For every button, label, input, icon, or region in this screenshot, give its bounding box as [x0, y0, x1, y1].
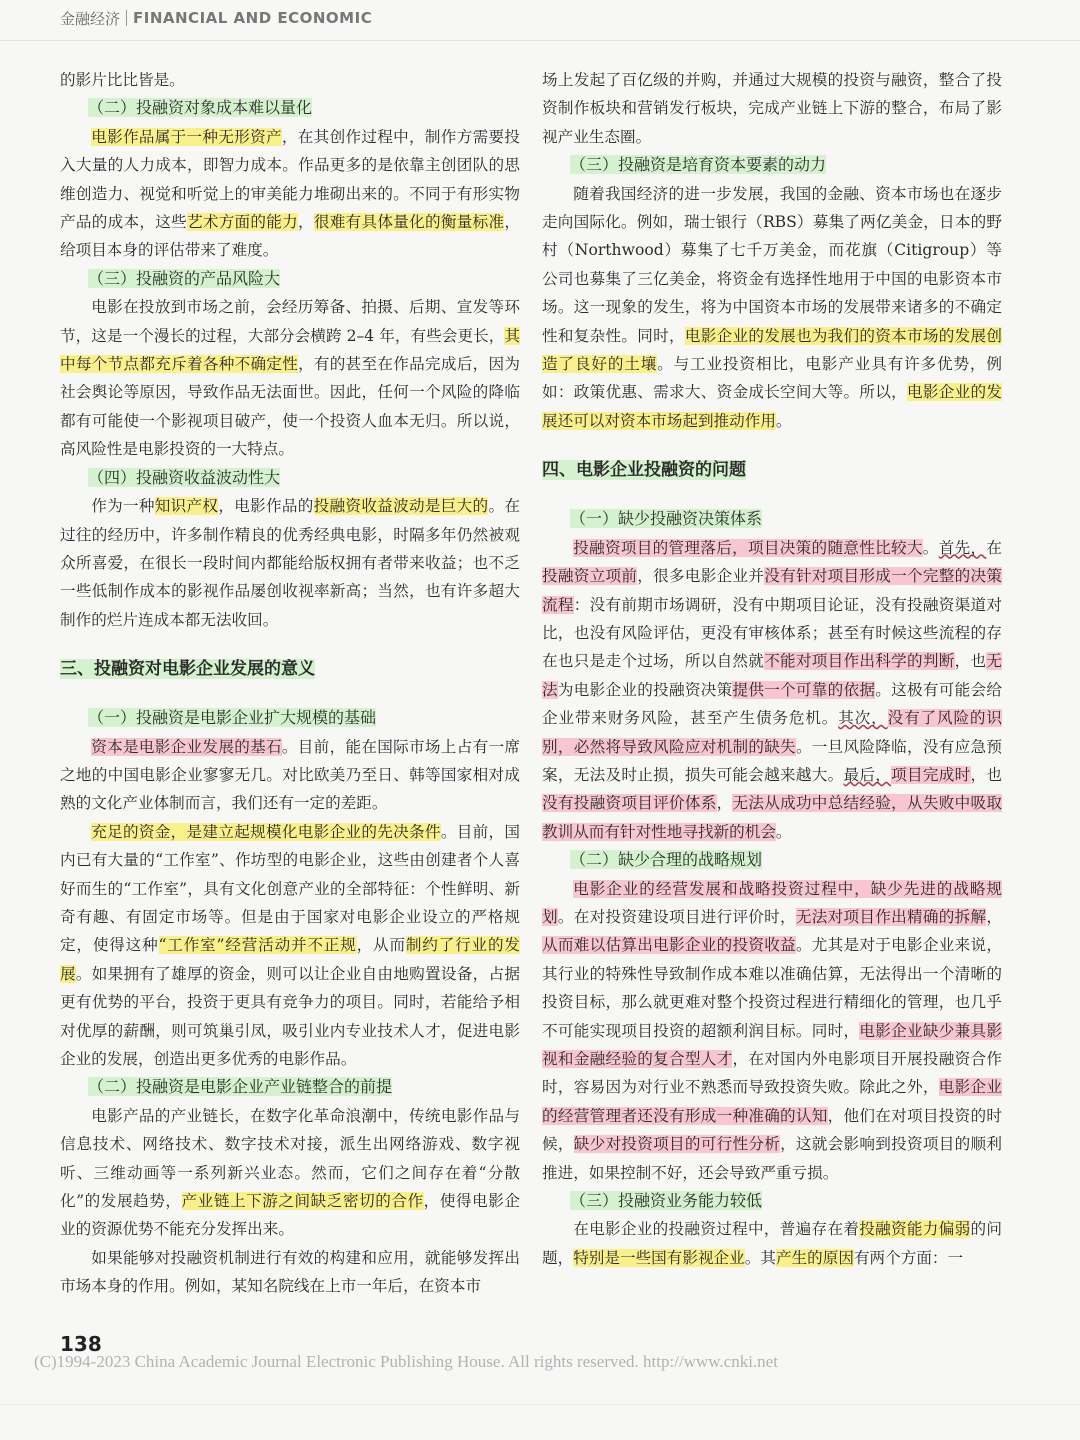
text-run: 。	[775, 411, 792, 430]
text-run: 。这极有可能会给企业带来财务风险，甚至产生债务危机。	[542, 680, 1002, 728]
underlined-text: 最后，	[843, 765, 892, 784]
heading-highlight: 三、投融资对电影企业发展的意义	[60, 659, 315, 680]
journal-name-cn: 金融经济	[60, 9, 121, 28]
right-column	[542, 66, 1002, 1318]
heading-highlight: （二）投融资是电影企业产业链整合的前提	[88, 1077, 393, 1097]
text-run: 。在对投资建设项目进行评价时，	[557, 907, 796, 926]
text-run: 。在过往的经历中，许多制作精良的优秀经典电影，时隔多年仍然被观众所喜爱，在很长一段时间内都能给版权拥有者带来收益；也不乏一些低制作成本的影视作品屡创收视率新高；当然，也有许多超大制作的烂片连成本都无法收回。	[60, 497, 520, 629]
paragraph: 场上发起了百亿级的并购，并通过大规模的投资与融资，整合了投资制作板块和营销发行板块，完成产业链上下游的整合，布局了影视产业生态圈。	[542, 71, 1002, 146]
text-run: 作为一种	[91, 497, 155, 516]
highlight: 电影企业缺少兼具影视和金融经验的复合型人才	[542, 1021, 1002, 1068]
paragraph	[542, 180, 1002, 436]
text-run: ，很多电影企业并	[637, 567, 765, 586]
paragraph	[60, 293, 520, 463]
subsection-heading	[88, 1073, 520, 1101]
highlight: 电影企业的经营管理者还没有形成一种准确的认知	[542, 1078, 1002, 1125]
subsection-heading	[88, 464, 520, 492]
highlight: 产业链上下游之间缺乏密切的合作	[181, 1192, 424, 1211]
paragraph	[542, 875, 1002, 1187]
highlight: 无法对项目作出精确的拆解	[795, 907, 987, 926]
running-header	[60, 6, 1080, 30]
subsection-heading	[570, 151, 1002, 179]
highlight: 电影企业的发展还可以对资本市场起到推动作用	[542, 383, 1002, 430]
highlight: 无法	[542, 652, 1002, 699]
paragraph	[60, 492, 520, 634]
journal-name-en: FINANCIAL AND ECONOMIC	[133, 9, 373, 27]
text-run: 。目前，国内已有大量的“工作室”、作坊型的电影企业，这些由创建者个人喜好而生的“工作室”，具有文化创意产业的全部特征：个性鲜明、新奇有趣、有固定市场等。但是由于国家对电影企业设立的严格规定，使得这种	[60, 822, 520, 955]
heading-highlight: （三）投融资是培育资本要素的动力	[570, 155, 827, 175]
heading-highlight: 四、电影企业投融资的问题	[542, 460, 746, 481]
highlight: 缺少对投资项目的可行性分析	[573, 1135, 781, 1154]
text-run: 的问题，	[542, 1220, 1002, 1267]
text-run: ，也	[954, 652, 987, 671]
heading-highlight: （三）投融资业务能力较低	[570, 1191, 763, 1211]
highlight: 投融资立项前	[542, 567, 638, 586]
text-run: 。一旦风险降临，没有应急预案，无法及时止损，损失可能会越来越大。	[542, 737, 1002, 784]
header-divider	[126, 10, 127, 26]
highlight: 项目完成时	[891, 765, 971, 784]
highlight: 投融资收益波动是巨大的	[313, 497, 489, 516]
subsection-heading	[88, 704, 520, 732]
text-run: ，	[986, 907, 1002, 926]
text-run: 。	[775, 822, 792, 841]
subsection-heading	[570, 1187, 1002, 1215]
subsection-heading	[88, 265, 520, 293]
highlight: 投融资能力偏弱	[859, 1220, 971, 1239]
text-run: 有两个方面：一	[853, 1248, 964, 1267]
text-run: ，他们在对项目投资的时候，	[542, 1106, 1002, 1154]
paragraph: 的影片比比皆是。	[60, 71, 185, 89]
highlight: 产生的原因	[775, 1248, 854, 1267]
text-run: ：没有前期市场调研，没有中期项目论证，没有投融资渠道对比，也没有风险评估，更没有审核体系；甚至有时候这些流程的存在也只是走个过场，所以自然就	[542, 595, 1002, 671]
highlight: 无法从成功中总结经验，从失败中吸取教训从而有针对性地寻找新的机会	[542, 794, 1002, 841]
left-column	[60, 66, 520, 1318]
text-run: ，这就会影响到投资项目的顺利推进，如果控制不好，还会导致严重亏损。	[542, 1135, 1002, 1182]
text-run: 在	[986, 538, 1002, 557]
text-run: ，	[716, 794, 733, 813]
text-run: ，使得电影企业的资源优势不能充分发挥出来。	[60, 1192, 520, 1239]
text-run: ，在其创作过程中，制作方需要投入大量的人力成本，即智力成本。作品更多的是依靠主创团队的思维创造力、视觉和听觉上的审美能力堆砌出来的。不同于有形实物产品的成本，这些	[60, 127, 520, 232]
highlight: 从而难以估算出电影企业的投资收益	[542, 936, 796, 955]
underlined-text: 其次，	[838, 709, 888, 728]
highlight: 没有了风险的识别，必然将导致风险应对机制的缺失	[542, 709, 1002, 756]
text-run: 为电影企业的投融资决策	[557, 680, 733, 699]
text-run: 。尤其是对于电影企业来说，其行业的特殊性导致制作成本难以准确估算，无法得出一个清晰的投资目标，那么就更难对整个投资过程进行精细化的管理，也几乎不可能实现项目投资的超额利润目标。同时，	[542, 936, 1002, 1040]
text-run: 在电影企业的投融资过程中，普遍存在着	[573, 1220, 860, 1239]
subsection-heading	[570, 846, 1002, 874]
text-run: ，也	[970, 765, 1002, 784]
text-run: ，有的甚至在作品完成后，因为社会舆论等原因，导致作品无法面世。因此，任何一个风险的降临都有可能使一个影视项目破产，使一个投资人血本无归。所以说，高风险性是电影投资的一大特点。	[60, 355, 520, 459]
highlight: 不能对项目作出科学的判断	[764, 652, 955, 671]
heading-highlight: （二）缺少合理的战略规划	[570, 850, 763, 870]
highlight: 艺术方面的能力	[186, 213, 299, 232]
text-run: 。如果拥有了雄厚的资金，则可以让企业自由地购置设备，占据更有优势的平台，投资于更具有竞争力的项目。同时，若能给予相对优厚的薪酬，则可筑巢引凤，吸引业内专业技术人才，促进电影企业的发展，创造出更多优秀的电影作品。	[60, 964, 520, 1068]
subsection-heading	[88, 94, 520, 122]
text-run: ，在对国内外电影项目开展投融资合作时，容易因为对行业不熟悉而导致投资失败。除此之外，	[542, 1050, 1002, 1097]
text-run: 随着我国经济的进一步发展，我国的金融、资本市场也在逐步走向国际化。例如，瑞士银行（RBS）募集了两亿美金，日本的野村（Northwood）募集了七千万美金，而花旗（Citigroup）等公司也募集了三亿美金，将资金有选择性地用于中国的电影资本市场。这一现象的发生，将为中国资本市场的发展带来诸多的不确定性和复杂性。同时，	[542, 184, 1002, 345]
heading-highlight: （三）投融资的产品风险大	[88, 268, 281, 288]
header-rule	[0, 40, 1080, 41]
text-run: ，从而	[356, 936, 406, 955]
paragraph	[60, 733, 520, 818]
text-run: ，电影作品的	[218, 497, 314, 516]
highlight: 电影作品属于一种无形资产	[91, 127, 282, 146]
highlight: 充足的资金，是建立起规模化电影企业的先决条件	[91, 822, 441, 841]
text-run: 电影产品的产业链长，在数字化革命浪潮中，传统电影作品与信息技术、网络技术、数字技术对接，派生出网络游戏、数字视听、三维动画等一系列新兴业态。然而，它们之间存在着“分散化”的发展趋势，	[60, 1106, 520, 1211]
text-run: 。与工业投资相比，电影产业具有许多优势，例如：政策优惠、需求大、资金成长空间大等。所以，	[542, 355, 1002, 402]
text-run: 。其	[744, 1248, 776, 1267]
page-number: 138	[60, 1332, 102, 1356]
text-run: ，给项目本身的评估带来了难度。	[60, 213, 520, 260]
heading-highlight: （四）投融资收益波动性大	[88, 467, 281, 487]
underlined-text: 首先，	[938, 538, 987, 557]
highlight: 很难有具体量化的衡量标准	[313, 213, 505, 232]
highlight: 没有针对项目形成一个完整的决策流程	[542, 567, 1002, 614]
paragraph	[60, 1102, 520, 1244]
highlight: 投融资项目的管理落后，项目决策的随意性比较大	[573, 538, 923, 557]
highlight: “工作室”经营活动并不正规	[158, 936, 357, 955]
paragraph	[542, 534, 1002, 846]
heading-highlight: （一）投融资是电影企业扩大规模的基础	[88, 708, 377, 728]
heading-highlight: （二）投融资对象成本难以量化	[88, 98, 313, 118]
text-run: 。	[922, 538, 939, 557]
highlight: 制约了行业的发展	[60, 936, 520, 983]
highlight: 资本是电影企业发展的基石	[91, 737, 282, 756]
highlight: 提供一个可靠的依据	[732, 680, 876, 699]
text-run: 。目前，能在国际市场上占有一席之地的中国电影企业寥寥无几。对比欧美乃至日、韩等国家相对成熟的文化产业体制而言，我们还有一定的差距。	[60, 737, 520, 813]
highlight: 特别是一些国有影视企业	[573, 1248, 745, 1267]
text-run: 电影在投放到市场之前，会经历筹备、拍摄、后期、宣发等环节，这是一个漫长的过程，大部分会横跨 2–4 年，有些会更长，	[60, 298, 520, 345]
section-heading	[60, 654, 520, 684]
paragraph	[60, 818, 520, 1074]
highlight: 电影企业的发展也为我们的资本市场的发展创造了良好的土壤	[542, 326, 1002, 374]
highlight: 电影企业的经营发展和战略投资过程中，缺少先进的战略规划	[542, 879, 1002, 926]
subsection-heading	[570, 505, 1002, 533]
paragraph	[542, 1215, 1002, 1272]
footer-rule	[0, 1404, 1080, 1405]
section-heading	[542, 455, 1002, 485]
text-run: ，	[298, 213, 314, 232]
paragraph	[60, 123, 520, 265]
highlight: 没有投融资项目评价体系	[542, 794, 717, 813]
heading-highlight: （一）缺少投融资决策体系	[570, 509, 763, 529]
highlight: 知识产权	[154, 497, 219, 516]
paragraph: 如果能够对投融资机制进行有效的构建和应用，就能够发挥出市场本身的作用。例如，某知名院线在上市一年后，在资本市	[60, 1248, 520, 1296]
highlight: 其中每个节点都充斥着各种不确定性	[60, 326, 520, 374]
copyright-watermark: (C)1994-2023 China Academic Journal Electronic Publishing House. All rights reserved. http://www.cnki.net	[34, 1352, 778, 1371]
